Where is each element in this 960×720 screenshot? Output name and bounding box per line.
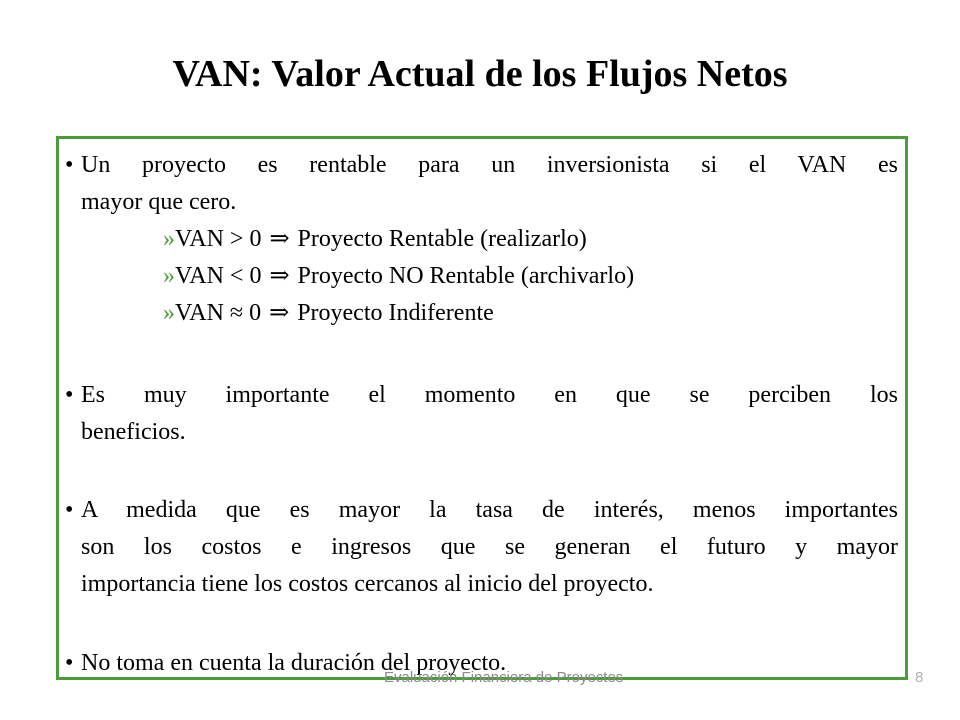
implies-icon: ⇒	[269, 226, 290, 252]
slide-title: VAN: Valor Actual de los Flujos Netos	[172, 53, 788, 95]
sub-bullet-icon: »	[163, 263, 175, 289]
bullet-point-3-line-3: importancia tiene los costos cercanos al inicio del proyecto.	[81, 571, 654, 597]
sub-bullet-icon: »	[163, 300, 175, 326]
condition-text: VAN < 0	[175, 263, 262, 289]
condition-negative	[163, 258, 634, 295]
result-text: Proyecto Indiferente	[297, 300, 494, 326]
condition-text: VAN > 0	[175, 226, 262, 252]
bullet-point-2-line-1: Es muy importante el momento en que se perciben los	[81, 382, 898, 408]
condition-text: VAN ≈ 0	[175, 300, 262, 326]
bullet-icon: •	[65, 497, 74, 523]
bullet-point-3	[65, 492, 898, 603]
bullet-point-3-line-2: son los costos e ingresos que se generan el futuro y mayor	[81, 534, 898, 560]
condition-zero	[163, 295, 494, 332]
bullet-point-2-line-2: beneficios.	[81, 419, 186, 445]
bullet-point-1-line-1: Un proyecto es rentable para un inversionista si el VAN es	[81, 152, 898, 178]
bullet-point-4-line-1: No toma en cuenta la duración del proyecto.	[81, 650, 507, 676]
implies-icon: ⇒	[269, 263, 290, 289]
content-box	[56, 136, 908, 680]
implies-icon: ⇒	[269, 300, 290, 326]
result-text: Proyecto NO Rentable (archivarlo)	[297, 263, 635, 289]
bullet-point-3-line-1: A medida que es mayor la tasa de interés, menos importantes	[81, 497, 898, 523]
bullet-icon: •	[65, 382, 74, 408]
bullet-point-1-line-2: mayor que cero.	[81, 189, 237, 215]
result-text: Proyecto Rentable (realizarlo)	[297, 226, 587, 252]
bullet-point-1	[65, 147, 898, 221]
footer-text: Evaluación Financiera de Proyectos	[384, 669, 624, 686]
bullet-icon: •	[65, 650, 74, 676]
condition-positive	[163, 221, 587, 258]
sub-bullet-icon: »	[163, 226, 175, 252]
bullet-icon: •	[65, 152, 74, 178]
bullet-point-2	[65, 377, 898, 451]
page-number: 8	[915, 669, 924, 686]
